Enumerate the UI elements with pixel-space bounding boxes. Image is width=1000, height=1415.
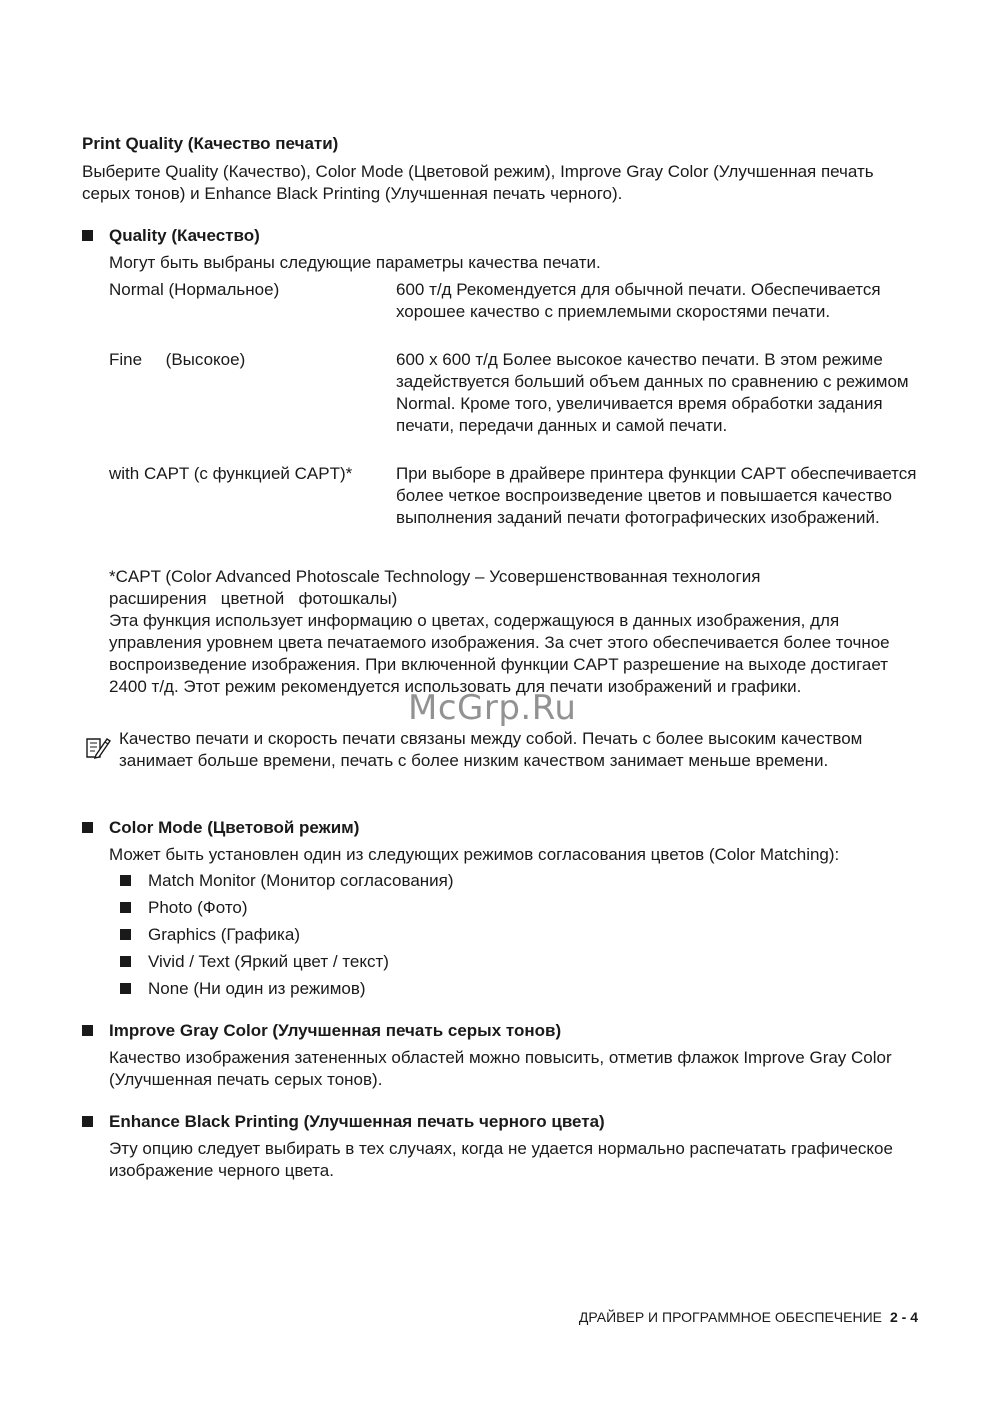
square-bullet-icon: [82, 1025, 93, 1036]
square-bullet-icon: [82, 822, 93, 833]
list-item: [120, 870, 454, 897]
improve-gray-body: Качество изображения затененных областей можно повысить, отметив флажок Improve Gray Color (Улучшенная печать серых тонов).: [109, 1048, 892, 1089]
color-mode-list: [120, 870, 454, 1005]
page-number: 2 - 4: [889, 1309, 918, 1325]
list-item: [120, 924, 454, 951]
list-item-label: Photo (Фото): [148, 898, 248, 917]
color-mode-lead: Может быть установлен один из следующих режимов согласования цветов (Color Matching):: [109, 845, 840, 864]
improve-gray-heading: Improve Gray Color (Улучшенная печать серых тонов): [109, 1021, 562, 1040]
capt-footnote-body: Эта функция использует информацию о цветах, содержащуюся в данных изображения, для управления уровнем цвета печатаемого изображения. За счет этого обеспечивается более точное воспроизведение изображения. При включенной функции CAPT разрешение на выходе достигает 2400 т/д. Этот режим рекомендуется использовать для печати изображений и графики.: [109, 611, 890, 696]
list-item-label: Vivid / Text (Яркий цвет / текст): [148, 952, 389, 971]
intro-paragraph: Выберите Quality (Качество), Color Mode (Цветовой режим), Improve Gray Color (Улучшенная печать серых тонов) и Enhance Black Printing (Улучшенная печать черного).: [82, 162, 874, 203]
quality-heading: Quality (Качество): [109, 226, 260, 245]
enhance-black-heading: Enhance Black Printing (Улучшенная печать черного цвета): [109, 1112, 605, 1131]
square-bullet-icon: [82, 1116, 93, 1127]
square-bullet-icon: [120, 875, 131, 886]
list-item: [120, 951, 454, 978]
color-mode-heading: Color Mode (Цветовой режим): [109, 818, 360, 837]
capt-footnote-line2: расширения цветной фотошкалы): [109, 589, 398, 608]
quality-option-label-capt: with CAPT (с функцией CAPT)*: [109, 464, 353, 483]
quality-option-label-fine: Fine (Высокое): [109, 350, 246, 369]
quality-option-desc-fine: 600 x 600 т/д Более высокое качество печати. В этом режиме задействуется больший объем данных по сравнению с режимом Normal. Кроме того, увеличивается время обработки задания печати, передачи данных и самой печати.: [396, 350, 909, 435]
square-bullet-icon: [120, 929, 131, 940]
note-pencil-icon: [84, 733, 112, 761]
page-title: Print Quality (Качество печати): [82, 134, 339, 153]
watermark: McGrp.Ru: [408, 688, 577, 728]
capt-footnote-line1: *CAPT (Color Advanced Photoscale Technology – Усовершенствованная технология: [109, 567, 761, 586]
footer-section-title: ДРАЙВЕР И ПРОГРАММНОЕ ОБЕСПЕЧЕНИЕ: [578, 1309, 882, 1325]
list-item: [120, 978, 454, 1005]
quality-option-label-normal: Normal (Нормальное): [109, 280, 280, 299]
quality-lead: Могут быть выбраны следующие параметры качества печати.: [109, 253, 601, 272]
list-item-label: Graphics (Графика): [148, 925, 300, 944]
list-item-label: None (Ни один из режимов): [148, 979, 366, 998]
list-item-label: Match Monitor (Монитор согласования): [148, 871, 454, 890]
square-bullet-icon: [82, 230, 93, 241]
quality-option-desc-normal: 600 т/д Рекомендуется для обычной печати. Обеспечивается хорошее качество с приемлемыми скоростями печати.: [396, 280, 881, 321]
quality-speed-note: Качество печати и скорость печати связаны между собой. Печать с более высоким качеством занимает больше времени, печать с более низким качеством занимает меньше времени.: [119, 729, 863, 770]
quality-option-desc-capt: При выборе в драйвере принтера функции CAPT обеспечивается более четкое воспроизведение цветов и повышается качество выполнения заданий печати фотографических изображений.: [396, 464, 917, 527]
page-footer: [579, 1307, 918, 1327]
list-item: [120, 897, 454, 924]
capt-footnote: [109, 566, 929, 698]
square-bullet-icon: [120, 983, 131, 994]
square-bullet-icon: [120, 956, 131, 967]
square-bullet-icon: [120, 902, 131, 913]
enhance-black-body: Эту опцию следует выбирать в тех случаях, когда не удается нормально распечатать графическое изображение черного цвета.: [109, 1139, 893, 1180]
